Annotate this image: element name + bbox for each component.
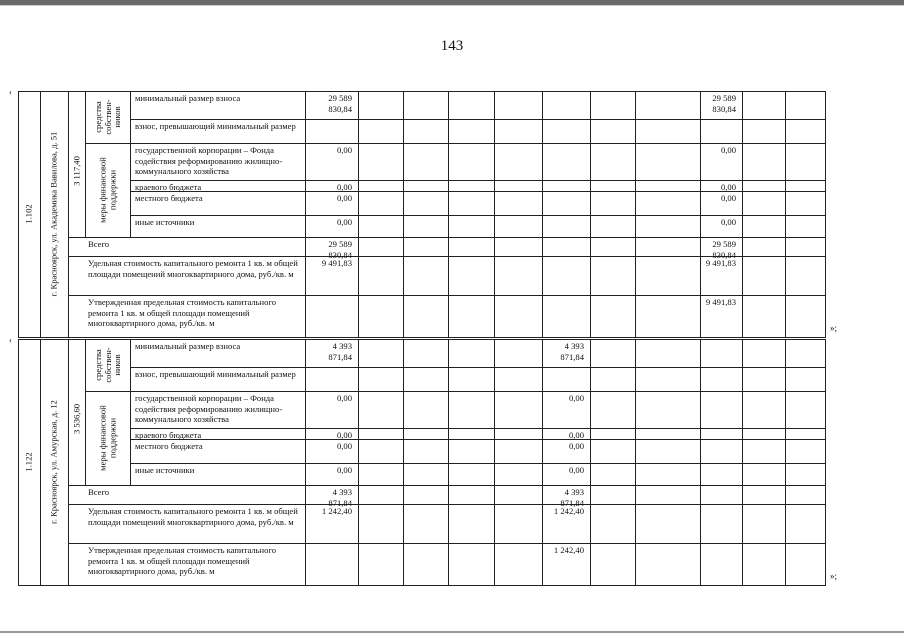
row-rule-other <box>130 463 826 464</box>
row-rule-limit <box>68 543 826 544</box>
cell-unit-value-col-2014: 1 242,40 <box>553 506 584 516</box>
address-column-rule <box>68 91 69 338</box>
row-label-total: Всего <box>88 239 110 249</box>
block-area: 3 117,40 <box>70 156 81 187</box>
row-label-min: минимальный размер взноса <box>135 341 241 351</box>
cell-unit-value-col-main: 9 491,83 <box>321 258 352 268</box>
cell-total-value-col-total: 29 589 830,84 <box>712 239 736 260</box>
area-column-rule <box>85 91 86 238</box>
row-rule-unit <box>68 504 826 505</box>
cell-total-value-col-2014: 4 393 871,84 <box>560 487 584 508</box>
row-label-local: местного бюджета <box>135 193 203 203</box>
cell-total-value-col-main: 4 393 871,84 <box>328 487 352 508</box>
financial-support-group: меры финансовой поддержки <box>97 157 117 223</box>
row-label-min: минимальный размер взноса <box>135 93 241 103</box>
row-rule-other <box>130 215 826 216</box>
cell-other-value-col-total: 0,00 <box>720 217 736 227</box>
address-column-rule <box>68 339 69 586</box>
area-column-rule <box>85 339 86 486</box>
row-rule-exceed <box>130 119 826 120</box>
cell-fund-value-col-2014: 0,00 <box>568 393 584 403</box>
cell-unit-value-col-main: 1 242,40 <box>321 506 352 516</box>
row-label-fund: государственной корпорации – Фонда содействия реформированию жилищно-коммунального хозяйства <box>135 393 283 424</box>
owner-funds-group: средства собствен-ников <box>92 347 122 383</box>
row-label-unit: Удельная стоимость капитального ремонта 1 кв. м общей площади помещений многоквартирного дома, руб./кв. м <box>88 258 298 279</box>
row-rule-regional <box>130 180 826 181</box>
row-label-other: иные источники <box>135 465 195 475</box>
row-label-regional: краевого бюджета <box>135 182 202 192</box>
cell-regional-value-col-total: 0,00 <box>720 182 736 192</box>
number-column-rule <box>40 91 41 338</box>
cell-regional-value-col-main: 0,00 <box>336 430 352 440</box>
cell-limit-value-col-2014: 1 242,40 <box>553 545 584 555</box>
scan-bottom-border <box>0 631 904 633</box>
row-label-local: местного бюджета <box>135 441 203 451</box>
cell-unit-value-col-total: 9 491,83 <box>705 258 736 268</box>
page-number: 143 <box>440 38 464 54</box>
block-end-mark: »; <box>830 323 838 333</box>
row-label-regional: краевого бюджета <box>135 430 202 440</box>
block-top-rule <box>18 339 826 340</box>
cell-min-value-col-total: 29 589 830,84 <box>712 93 736 114</box>
cell-other-value-col-main: 0,00 <box>336 465 352 475</box>
cell-local-value-col-main: 0,00 <box>336 193 352 203</box>
row-label-fund: государственной корпорации – Фонда содействия реформированию жилищно-коммунального хозяйства <box>135 145 283 176</box>
block-top-rule <box>18 91 826 92</box>
row-rule-regional <box>130 428 826 429</box>
cell-regional-value-col-main: 0,00 <box>336 182 352 192</box>
block-end-mark: »; <box>830 571 838 581</box>
row-rule-fund <box>85 391 826 392</box>
block-bottom-rule <box>18 337 826 338</box>
block-address: г. Красноярск, ул. Амурская, д. 12 <box>48 400 59 524</box>
row-rule-total <box>68 237 826 238</box>
cell-min-value-col-2014: 4 393 871,84 <box>560 341 584 362</box>
block-bottom-rule <box>18 585 826 586</box>
cell-local-value-col-main: 0,00 <box>336 441 352 451</box>
cell-other-value-col-2014: 0,00 <box>568 465 584 475</box>
block-address: г. Красноярск, ул. Академика Вавилова, д. 51 <box>48 131 59 297</box>
cell-fund-value-col-main: 0,00 <box>336 393 352 403</box>
table-left-rule <box>18 91 19 338</box>
row-rule-fund <box>85 143 826 144</box>
cell-other-value-col-main: 0,00 <box>336 217 352 227</box>
left-margin-mark: ‹ <box>9 87 12 97</box>
owner-funds-group: средства собствен-ников <box>92 99 122 135</box>
cell-min-value-col-main: 4 393 871,84 <box>328 341 352 362</box>
row-label-exceed: взнос, превышающий минимальный размер <box>135 369 296 379</box>
cell-total-value-col-main: 29 589 830,84 <box>328 239 352 260</box>
cell-limit-value-col-total: 9 491,83 <box>705 297 736 307</box>
financial-support-group: меры финансовой поддержки <box>97 405 117 471</box>
cell-local-value-col-total: 0,00 <box>720 193 736 203</box>
cell-min-value-col-main: 29 589 830,84 <box>328 93 352 114</box>
row-label-exceed: взнос, превышающий минимальный размер <box>135 121 296 131</box>
block-area: 3 536,60 <box>70 404 81 435</box>
block-number: 1.122 <box>23 452 34 472</box>
row-label-unit: Удельная стоимость капитального ремонта 1 кв. м общей площади помещений многоквартирного дома, руб./кв. м <box>88 506 298 527</box>
cell-local-value-col-2014: 0,00 <box>568 441 584 451</box>
row-rule-total <box>68 485 826 486</box>
block-number: 1.102 <box>23 204 34 224</box>
row-rule-exceed <box>130 367 826 368</box>
cell-regional-value-col-2014: 0,00 <box>568 430 584 440</box>
row-label-limit: Утвержденная предельная стоимость капитального ремонта 1 кв. м общей площади помещений многоквартирного дома, руб./кв. м <box>88 545 277 576</box>
cell-fund-value-col-main: 0,00 <box>336 145 352 155</box>
row-label-total: Всего <box>88 487 110 497</box>
row-label-limit: Утвержденная предельная стоимость капитального ремонта 1 кв. м общей площади помещений многоквартирного дома, руб./кв. м <box>88 297 277 328</box>
number-column-rule <box>40 339 41 586</box>
table-left-rule <box>18 339 19 586</box>
row-rule-limit <box>68 295 826 296</box>
cell-fund-value-col-total: 0,00 <box>720 145 736 155</box>
left-margin-mark: ‹ <box>9 335 12 345</box>
row-label-other: иные источники <box>135 217 195 227</box>
